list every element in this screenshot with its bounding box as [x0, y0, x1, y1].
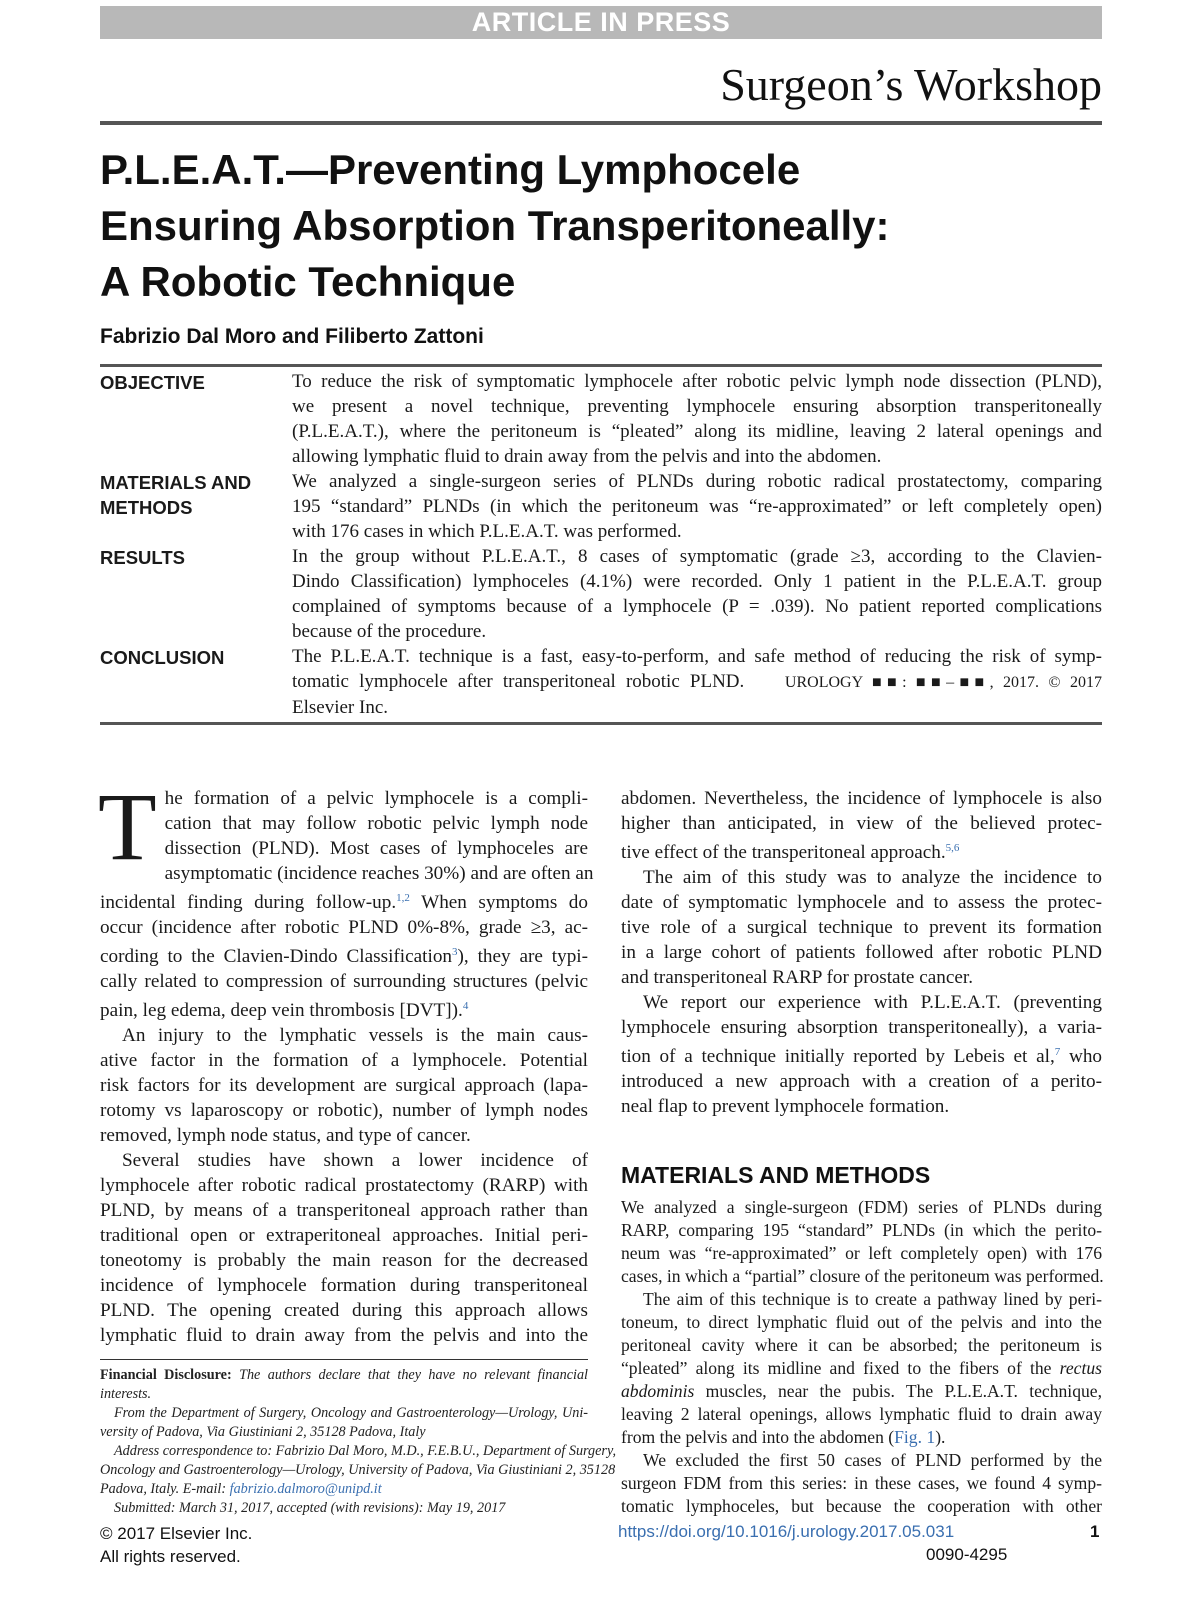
text-line	[621, 1426, 1102, 1449]
text-line	[621, 865, 1102, 890]
line-text: surgeon FDM from this series: in these cases, we found 4 symp-	[621, 1473, 1102, 1493]
text-line	[621, 1219, 1102, 1242]
text-line	[100, 940, 588, 969]
reference-citation[interactable]: 3	[452, 946, 458, 958]
text-line	[621, 1449, 1102, 1472]
citation: UROLOGY ■■: ■■–■■, 2017. © 2017	[784, 674, 1102, 691]
abstract-line: we present a novel technique, preventing lymphocele ensuring absorption transperitoneally	[292, 396, 1102, 417]
text-line	[100, 1298, 588, 1323]
page-number: 1	[1090, 1522, 1100, 1541]
abstract-label-line: MATERIALS AND	[100, 472, 252, 493]
abstract-conclusion	[100, 644, 1102, 720]
line-text: Several studies have shown a lower incidence of	[122, 1150, 588, 1171]
abstract-line: In the group without P.L.E.A.T., 8 cases of symptomatic (grade ≥3, according to the Clavien-	[292, 546, 1102, 567]
text-line	[621, 915, 1102, 940]
line-text: “pleated” along its midline and fixed to the fibers of the	[621, 1358, 1060, 1378]
line-text: toneum, to direct lymphatic fluid out of the pelvis and into the	[621, 1312, 1102, 1332]
title-line: A Robotic Technique	[100, 258, 516, 305]
abstract-line: Elsevier Inc.	[292, 697, 389, 718]
doi-link[interactable]: https://doi.org/10.1016/j.urology.2017.05.031	[618, 1522, 955, 1541]
line-text: Padova, Italy. E-mail:	[100, 1481, 230, 1497]
text-line	[621, 890, 1102, 915]
text-line	[100, 1323, 588, 1348]
text-line	[100, 1148, 588, 1173]
abstract-line: To reduce the risk of symptomatic lymphocele after robotic pelvic lymph node dissection (PLND),	[292, 371, 1102, 392]
line-text: neal flap to prevent lymphocele formation.	[621, 1096, 950, 1117]
abstract-rule-bottom	[100, 722, 1102, 725]
abstract-line: because of the procedure.	[292, 621, 487, 642]
methods-text	[621, 1196, 1102, 1518]
text-line	[100, 994, 588, 1023]
text-line	[100, 1173, 588, 1198]
text-line	[621, 990, 1102, 1015]
line-text: tion of a technique initially reported by Lebeis et al,	[621, 1046, 1055, 1067]
text-line	[621, 1196, 1102, 1219]
body-column-right	[621, 786, 1102, 1119]
copyright-line: © 2017 Elsevier Inc.	[100, 1524, 253, 1543]
abstract-results	[100, 544, 1102, 644]
line-text: and transperitoneal RARP for prostate cancer.	[621, 967, 974, 988]
text-line	[100, 886, 588, 915]
text-line	[621, 1094, 1102, 1119]
text-line	[160, 811, 588, 836]
abstract-line: Dindo Classification) lymphoceles (4.1%) were recorded. Only 1 patient in the P.L.E.A.T. group	[292, 571, 1102, 592]
line-text: cording to the Clavien-Dindo Classification	[100, 946, 453, 967]
abstract-text	[292, 369, 1102, 469]
text-line	[621, 1380, 1102, 1403]
abstract-rule-top	[100, 364, 1102, 367]
title-line: Ensuring Absorption Transperitoneally:	[100, 202, 890, 249]
text-line	[621, 1015, 1102, 1040]
line-text: from the pelvis and into the abdomen (	[621, 1427, 895, 1447]
figure-link[interactable]: fabrizio.dalmoro@unipd.it	[229, 1481, 382, 1497]
line-text: tomatic lymphoceles, but because the cooperation with other	[621, 1496, 1102, 1516]
footnotes	[100, 1366, 617, 1518]
line-text: versity of Padova, Via Giustiniani 2, 35128 Padova, Italy	[100, 1424, 426, 1440]
line-text: We report our experience with P.L.E.A.T. (preventing	[643, 992, 1102, 1013]
line-text: lymphocele ensuring absorption transperitoneally), a varia-	[621, 1017, 1102, 1038]
line-text: lymphatic fluid to drain away from the pelvis and into the	[100, 1325, 588, 1346]
line-text: he formation of a pelvic lymphocele is a compli-	[164, 788, 588, 809]
line-text: ), they are typi-	[457, 946, 589, 967]
text-line	[100, 1442, 617, 1461]
line-text: incidence of lymphocele formation during transperitoneal	[100, 1275, 588, 1296]
text-line	[621, 1288, 1102, 1311]
text-line	[100, 915, 588, 940]
line-text: The authors declare that they have no relevant financial	[231, 1367, 588, 1383]
abstract-line: (P.L.E.A.T.), where the peritoneum is “pleated” along its midline, leaving 2 lateral openings and	[292, 421, 1102, 442]
drop-cap: T	[98, 773, 157, 880]
emphasis: abdominis	[621, 1381, 695, 1401]
line-text: Oncology and Gastroenterology—Urology, University of Padova, Via Giustiniani 2, 35128	[100, 1462, 616, 1478]
abstract-methods	[100, 469, 1102, 544]
line-text: lymphocele after robotic radical prostatectomy (RARP) with	[100, 1175, 588, 1196]
abstract-line-text: tomatic lymphocele after transperitoneal robotic PLND.	[292, 671, 745, 692]
copyright	[100, 1522, 252, 1568]
line-text: in a large cohort of patients followed after robotic PLND	[621, 942, 1102, 963]
text-line	[100, 1461, 616, 1480]
abstract-label-line: METHODS	[100, 497, 193, 518]
line-text: RARP, comparing 195 “standard” PLNDs (in which the perito-	[621, 1220, 1102, 1240]
text-line	[100, 1499, 588, 1518]
emphasis: rectus	[1059, 1358, 1102, 1378]
abstract-text	[292, 644, 1102, 720]
line-text: introduced a new approach with a creation of a perito-	[621, 1071, 1102, 1092]
reference-citation[interactable]: 4	[462, 1000, 469, 1012]
abstract-line	[292, 669, 1102, 695]
abstract-text	[292, 544, 1102, 644]
line-text: ).	[935, 1427, 946, 1447]
authors: Fabrizio Dal Moro and Filiberto Zattoni	[100, 325, 484, 348]
reference-citation[interactable]: 7	[1054, 1046, 1061, 1058]
line-text: rotomy vs laparoscopy or robotic), number of lymph nodes	[100, 1100, 588, 1121]
text-line	[100, 861, 594, 886]
text-line	[621, 1403, 1102, 1426]
line-text: incidental finding during follow-up.	[100, 892, 397, 913]
text-line	[621, 965, 1102, 990]
line-text: date of symptomatic lymphocele and to assess the protec-	[621, 892, 1102, 913]
copyright-line: All rights reserved.	[100, 1547, 241, 1566]
figure-link[interactable]: Fig. 1	[894, 1427, 936, 1447]
text-line	[100, 1404, 588, 1423]
text-line	[160, 836, 588, 861]
text-line	[100, 1123, 588, 1148]
section-title: Surgeon’s Workshop	[720, 59, 1102, 110]
abstract-label: CONCLUSION	[100, 647, 225, 668]
abstract-label	[100, 469, 292, 544]
text-line	[100, 1073, 588, 1098]
text-line	[160, 786, 588, 811]
line-text: higher than anticipated, in view of the believed protec-	[621, 813, 1102, 834]
line-text: who	[1060, 1046, 1103, 1067]
text-line	[100, 1223, 588, 1248]
line-text: PLND, by means of a transperitoneal approach rather than	[100, 1200, 588, 1221]
text-line	[621, 1265, 1102, 1288]
line-text: muscles, near the pubis. The P.L.E.A.T. technique,	[694, 1381, 1102, 1401]
text-line	[100, 1023, 588, 1048]
line-text: PLND. The opening created during this approach allows	[100, 1300, 588, 1321]
line-text: The aim of this study was to analyze the incidence to	[643, 867, 1102, 888]
text-line	[100, 1048, 588, 1073]
line-text: toneotomy is probably the main reason for the decreased	[100, 1250, 588, 1271]
text-line	[100, 1248, 588, 1273]
text-line	[621, 940, 1102, 965]
line-text: tive effect of the transperitoneal approach.	[621, 842, 946, 863]
line-text: peritoneal cavity where it can be absorbed; the peritoneum is	[621, 1335, 1102, 1355]
abstract-objective	[100, 369, 1102, 469]
line-text: dissection (PLND). Most cases of lymphoceles are	[164, 838, 588, 859]
line-text: leaving 2 lateral openings, allows lymphatic fluid to drain away	[621, 1404, 1102, 1424]
line-text: occur (incidence after robotic PLND 0%-8%, grade ≥3, ac-	[100, 917, 588, 938]
body-column-left	[98, 773, 594, 1348]
line-text: risk factors for its development are surgical approach (lapa-	[100, 1075, 588, 1096]
line-text: cation that may follow robotic pelvic lymph node	[164, 813, 588, 834]
text-line	[621, 1311, 1102, 1334]
abstract-label: OBJECTIVE	[100, 372, 205, 393]
footnote-label: Financial Disclosure:	[100, 1367, 232, 1383]
title-rule	[100, 121, 1102, 125]
article-in-press-banner: ARTICLE IN PRESS	[100, 6, 1102, 39]
line-text: We analyzed a single-surgeon (FDM) series of PLNDs during	[621, 1197, 1102, 1217]
text-line	[621, 1357, 1102, 1380]
line-text: interests.	[100, 1386, 152, 1402]
text-line	[621, 1334, 1102, 1357]
reference-citation[interactable]: 5,6	[945, 842, 960, 854]
line-text: removed, lymph node status, and type of cancer.	[100, 1125, 471, 1146]
line-text: Address correspondence to: Fabrizio Dal Moro, M.D., F.E.B.U., Department of Surgery,	[114, 1443, 617, 1459]
reference-citation[interactable]: 1,2	[396, 892, 410, 904]
text-line	[621, 836, 1102, 865]
text-line	[621, 1472, 1102, 1495]
line-text: pain, leg edema, deep vein thrombosis [DVT]).	[100, 1000, 463, 1021]
text-line	[100, 1273, 588, 1298]
line-text: We excluded the first 50 cases of PLND performed by the	[643, 1450, 1102, 1470]
text-line	[621, 1040, 1102, 1069]
text-line	[621, 786, 1102, 811]
line-text: neum was “re-approximated” or left completely open) with 176	[621, 1243, 1102, 1263]
abstract-line: with 176 cases in which P.L.E.A.T. was performed.	[292, 521, 682, 542]
title-line: P.L.E.A.T.—Preventing Lymphocele	[100, 146, 801, 193]
text-line	[100, 969, 588, 994]
line-text: Submitted: March 31, 2017, accepted (with revisions): May 19, 2017	[114, 1500, 506, 1516]
footnote-rule	[100, 1359, 588, 1360]
abstract-line: complained of symptoms because of a lymphocele (P = .039). No patient reported complications	[292, 596, 1102, 617]
line-text: cases, in which a “partial” closure of the peritoneum was performed.	[621, 1266, 1104, 1286]
line-text: asymptomatic (incidence reaches 30%) and are often an	[164, 863, 594, 884]
issn: 0090-4295	[926, 1545, 1008, 1564]
text-line	[100, 1198, 588, 1223]
text-line	[100, 1366, 588, 1385]
section-heading: MATERIALS AND METHODS	[621, 1162, 931, 1188]
text-line	[100, 1385, 588, 1404]
line-text: An injury to the lymphatic vessels is the main caus-	[122, 1025, 588, 1046]
text-line	[100, 1423, 588, 1442]
abstract-line: We analyzed a single-surgeon series of PLNDs during robotic radical prostatectomy, comparing	[292, 471, 1102, 492]
abstract-text	[292, 469, 1102, 544]
text-line	[100, 1480, 588, 1499]
line-text: The aim of this technique is to create a pathway lined by peri-	[643, 1289, 1102, 1309]
line-text: When symptoms do	[409, 892, 588, 913]
line-text: tive role of a surgical technique to prevent its formation	[621, 917, 1102, 938]
abstract-line: 195 “standard” PLNDs (in which the peritoneum was “re-approximated” or left completely open)	[292, 496, 1102, 517]
line-text: cally related to compression of surrounding structures (pelvic	[100, 971, 588, 992]
text-line	[621, 811, 1102, 836]
line-text: traditional open or extraperitoneal approaches. Initial peri-	[100, 1225, 588, 1246]
text-line	[100, 1098, 588, 1123]
abstract-line: allowing lymphatic fluid to drain away from the pelvis and into the abdomen.	[292, 446, 882, 467]
text-line	[621, 1242, 1102, 1265]
abstract	[100, 369, 1102, 720]
article-title	[100, 142, 1100, 310]
line-text: abdomen. Nevertheless, the incidence of lymphocele is also	[621, 788, 1102, 809]
abstract-label: RESULTS	[100, 547, 185, 568]
text-line	[621, 1495, 1102, 1518]
line-text: From the Department of Surgery, Oncology and Gastroenterology—Urology, Uni-	[114, 1405, 588, 1421]
abstract-line: The P.L.E.A.T. technique is a fast, easy-to-perform, and safe method of reducing the risk of symp-	[292, 646, 1102, 667]
text-line	[621, 1069, 1102, 1094]
line-text: ative factor in the formation of a lymphocele. Potential	[100, 1050, 588, 1071]
